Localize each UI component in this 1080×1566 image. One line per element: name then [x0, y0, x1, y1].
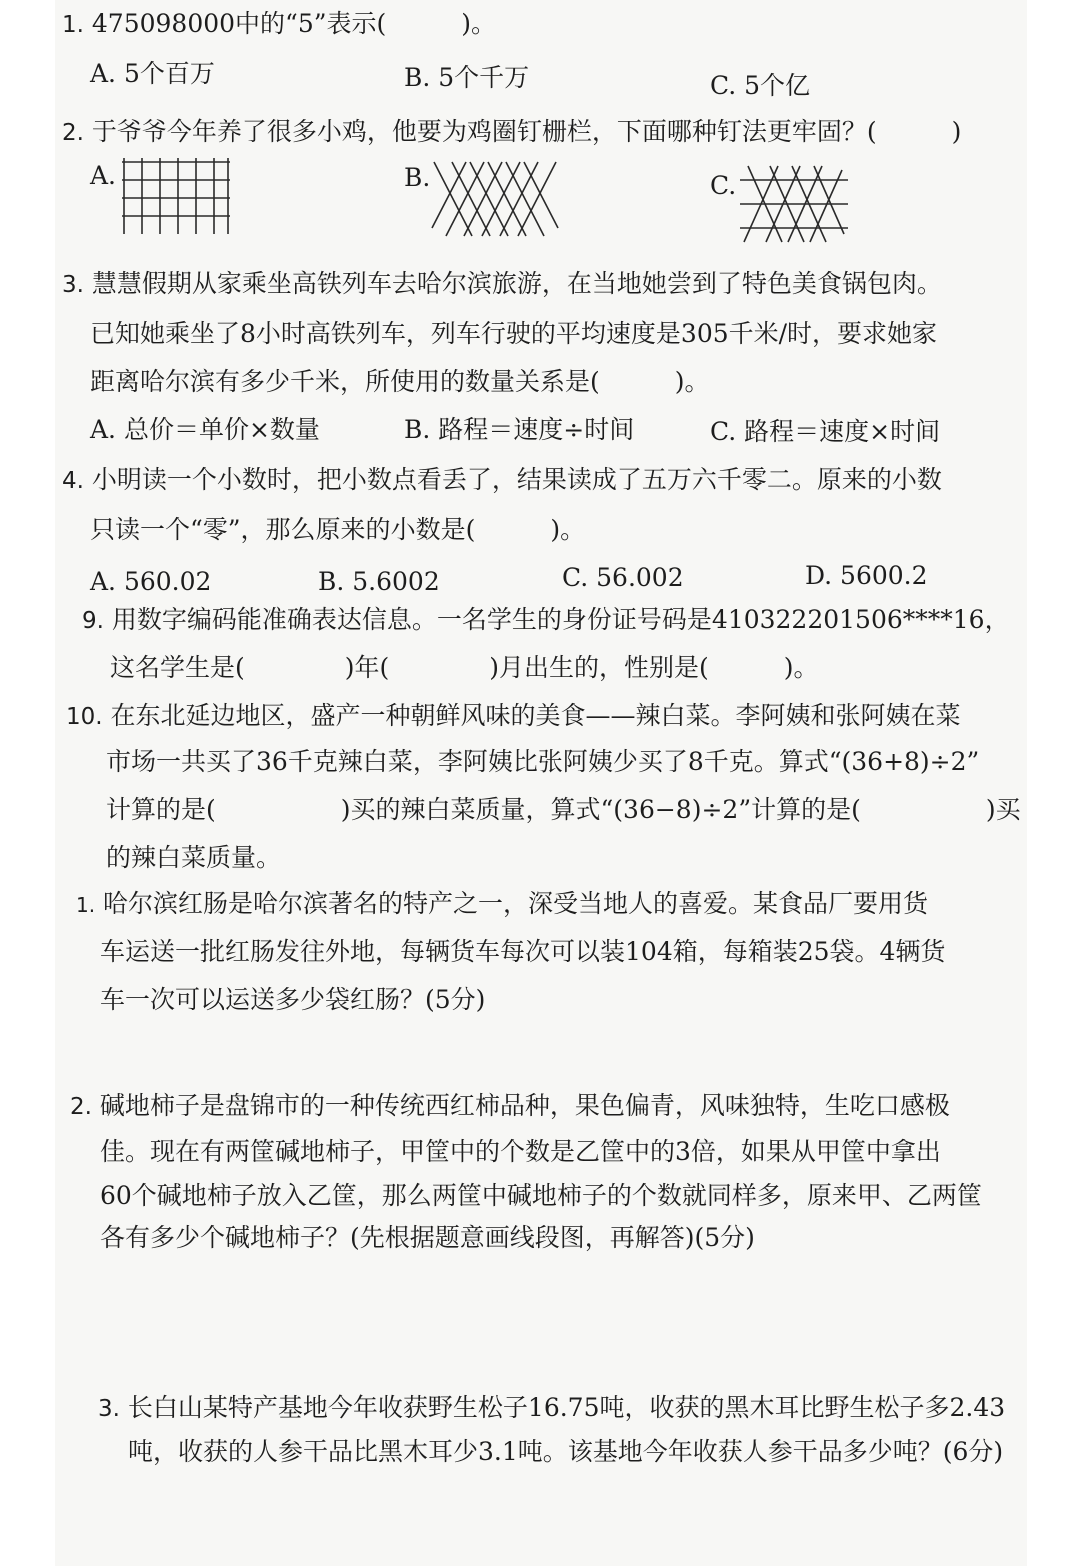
p1-text-2: 车运送一批红肠发往外地，每辆货车每次可以装104箱，每箱装25袋。4辆货: [100, 937, 946, 966]
q3-option-a: A. 总价＝单价×数量: [90, 415, 320, 444]
q4-line-1: [62, 464, 942, 497]
q10-text-1: 在东北延边地区，盛产一种朝鲜风味的美食——辣白菜。李阿姨和张阿姨在菜: [110, 701, 961, 730]
q10-text-4: 的辣白菜质量。: [106, 843, 282, 872]
q2-option-a-label: A.: [90, 161, 117, 190]
q2-option-b-label: B.: [404, 163, 431, 192]
p1-text-3: 车一次可以运送多少袋红肠？(5分): [100, 985, 486, 1014]
p2-line-1: [70, 1090, 950, 1123]
q3-option-b: B. 路程＝速度÷时间: [404, 415, 635, 444]
q3-text-3: 距离哈尔滨有多少千米，所使用的数量关系是( )。: [90, 367, 710, 396]
q9-text-2: 这名学生是( )年( )月出生的，性别是( )。: [110, 653, 819, 682]
p2-number: 2.: [70, 1094, 92, 1120]
q4-option-c: C. 56.002: [562, 563, 684, 592]
q9-text-1: 用数字编码能准确表达信息。一名学生的身份证号码是410322201506****16，: [111, 605, 1010, 634]
q2-text: 于爷爷今年养了很多小鸡，他要为鸡圈钉栅栏，下面哪种钉法更牢固？( ): [91, 117, 962, 146]
q1-line: [62, 8, 496, 41]
q1-option-a: A. 5个百万: [90, 59, 215, 88]
q1-text: 475098000中的“5”表示( )。: [91, 9, 497, 38]
q2-option-c-label: C.: [710, 171, 737, 200]
p1-line-1: [76, 888, 928, 921]
q4-text-2: 只读一个“零”，那么原来的小数是( )。: [90, 515, 586, 544]
p3-number: 3.: [98, 1396, 120, 1422]
p2-text-4: 各有多少个碱地柿子？(先根据题意画线段图，再解答)(5分): [100, 1223, 755, 1252]
q3-text-2: 已知她乘坐了8小时高铁列车，列车行驶的平均速度是305千米/时，要求她家: [90, 319, 938, 348]
q10-text-3: 计算的是( )买的辣白菜质量，算式“(36−8)÷2”计算的是( )买: [106, 795, 1021, 824]
q3-number: 3.: [62, 272, 84, 298]
fence-grid-figure: [118, 158, 234, 234]
p2-text-3: 60个碱地柿子放入乙筐，那么两筐中碱地柿子的个数就同样多，原来甲、乙两筐: [100, 1181, 982, 1210]
fence-triangle-figure: [738, 164, 850, 244]
q4-option-a: A. 560.02: [90, 567, 212, 596]
q1-option-c: C. 5个亿: [710, 71, 811, 100]
p3-text-2: 吨，收获的人参干品比黑木耳少3.1吨。该基地今年收获人参干品多少吨？(6分): [128, 1437, 1004, 1466]
p3-text-1: 长白山某特产基地今年收获野生松子16.75吨，收获的黑木耳比野生松子多2.43: [127, 1393, 1006, 1422]
q9-line-1: [82, 604, 1010, 637]
q10-text-2: 市场一共买了36千克辣白菜，李阿姨比张阿姨少买了8千克。算式“(36+8)÷2”: [106, 747, 980, 776]
p1-text-1: 哈尔滨红肠是哈尔滨著名的特产之一，深受当地人的喜爱。某食品厂要用货: [103, 889, 929, 918]
q2-line: [62, 116, 961, 149]
q4-number: 4.: [62, 468, 84, 494]
q3-line-1: [62, 268, 942, 301]
q3-option-c: C. 路程＝速度×时间: [710, 417, 941, 446]
q4-text-1: 小明读一个小数时，把小数点看丢了，结果读成了五万六千零二。原来的小数: [91, 465, 942, 494]
q9-number: 9.: [82, 608, 104, 634]
p3-line-1: [98, 1392, 1005, 1425]
q1-option-b: B. 5个千万: [404, 63, 530, 92]
p2-text-1: 碱地柿子是盘锦市的一种传统西红柿品种，果色偏青，风味独特，生吃口感极: [99, 1091, 950, 1120]
q2-number: 2.: [62, 120, 84, 146]
q3-text-1: 慧慧假期从家乘坐高铁列车去哈尔滨旅游，在当地她尝到了特色美食锅包肉。: [91, 269, 942, 298]
q10-line-1: [66, 700, 961, 733]
p2-text-2: 佳。现在有两筐碱地柿子，甲筐中的个数是乙筐中的3倍，如果从甲筐中拿出: [100, 1137, 941, 1166]
q4-option-d: D. 5600.2: [805, 561, 928, 590]
p1-number: 1.: [76, 893, 96, 917]
q10-number: 10.: [66, 704, 103, 730]
fence-diagonal-figure: [430, 160, 560, 238]
q4-option-b: B. 5.6002: [318, 567, 440, 596]
q1-number: 1.: [62, 12, 84, 38]
